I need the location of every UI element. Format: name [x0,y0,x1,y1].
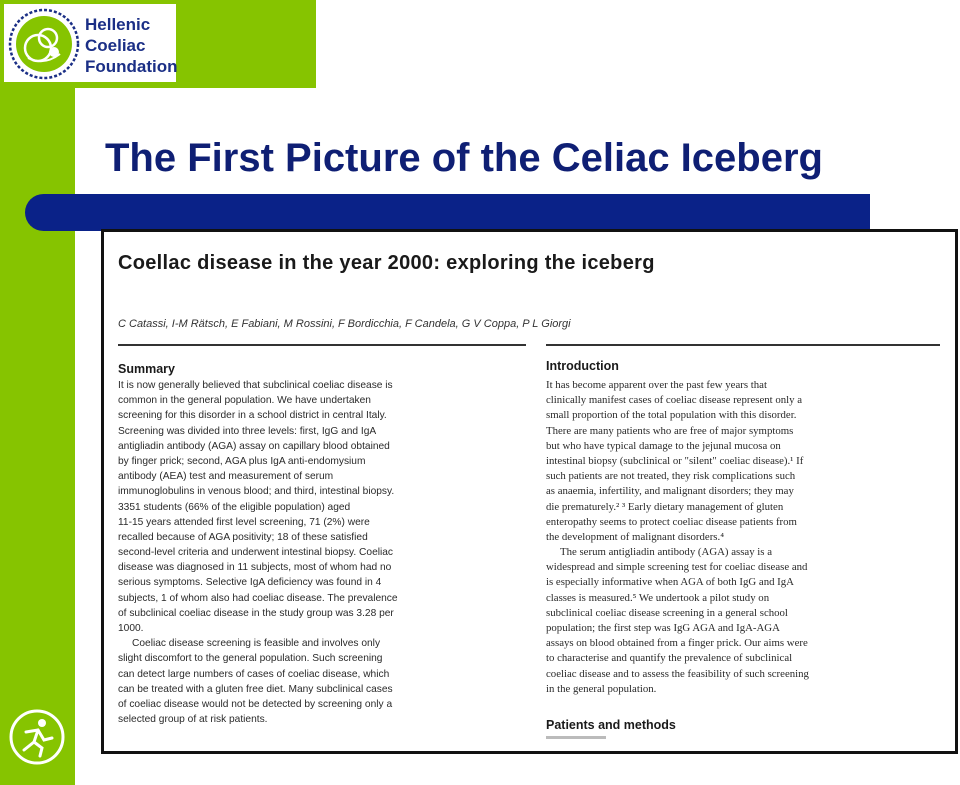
text-line: of subclinical coeliac disease in the study group was 3.28 per [118,607,394,619]
introduction-text [546,378,940,697]
summary-text [118,378,518,727]
foundation-logo [4,4,176,82]
foundation-logo-text [85,14,178,77]
methods-heading: Patients and methods [546,718,676,732]
text-line: screening for this disorder in a school district in central Italy. [118,410,387,422]
introduction-rule [546,344,940,346]
logo-line-2: Coeliac [85,36,146,55]
text-line: population; the first step was IgG AGA and IgA-AGA [546,622,780,634]
summary-heading: Summary [118,362,175,376]
slide-title: The First Picture of the Celiac Iceberg [105,136,823,180]
text-line: intestinal biopsy (subclinical or "silent" coeliac disease).¹ If [546,454,804,467]
text-line: the development of malignant disorders.⁴ [546,530,724,543]
text-line: classes is measured.⁵ We undertook a pilot study on [546,591,770,604]
text-line: It has become apparent over the past few years that [546,379,767,391]
paper-scan-image [101,229,958,754]
text-line: Screening was divided into three levels: first, IgG and IgA [118,425,377,437]
title-underline-bar [25,194,870,231]
text-line: The serum antigliadin antibody (AGA) assay is a [560,546,772,559]
text-line: antigliadin antibody (AGA) assay on capillary blood obtained [118,440,390,452]
text-line: can detect large numbers of cases of coeliac disease, which [118,668,390,680]
text-line: to characterise and quantify the prevalence of subclinical [546,652,793,665]
text-line: serious symptoms. Selective IgA deficiency was found in 4 [118,577,382,589]
text-line: immunoglobulins in venous blood; and third, intestinal biopsy. [118,486,395,498]
text-line: 1000. [118,623,144,634]
text-line: assays on blood obtained from a finger prick. Our aims were [546,637,808,650]
paper-authors: C Catassi, I-M Rätsch, E Fabiani, M Rossini, F Bordicchia, F Candela, G V Coppa, P L Giorgi [118,318,571,330]
text-line: recalled because of AGA positivity; 18 of these satisfied [118,531,368,543]
text-line: but who have typical damage to the jejunal mucosa on [546,439,781,452]
text-line: enteropathy seems to protect coeliac disease patients from [546,515,797,528]
text-line: selected group of at risk patients. [118,714,268,726]
text-line: such patients are not treated, they risk complications such [546,470,796,483]
text-line: 3351 students (66% of the eligible population) aged [118,501,351,513]
text-line: of coeliac disease would not be detected by screening only a [118,698,393,710]
paper-title: Coellac disease in the year 2000: exploring the iceberg [118,252,655,274]
text-line: It is now generally believed that subclinical coeliac disease is [118,380,393,391]
foundation-logo-icon [8,8,80,80]
text-line: There are many patients who are free of major symptoms [546,424,794,437]
text-line: in the general population. [546,682,657,695]
text-line: coeliac disease and to assess the feasibility of such screening [546,667,809,680]
text-line: small proportion of the total population with this disorder. [546,409,797,422]
text-line: die prematurely.² ³ Early dietary management of gluten [546,500,784,513]
text-line: is especially informative when AGA of both IgG and IgA [546,576,794,589]
introduction-heading: Introduction [546,359,619,373]
logo-line-1: Hellenic [85,15,151,34]
text-line: can be treated with a gluten free diet. Many subclinical cases [118,683,393,695]
text-line: by finger prick; second, AGA plus IgA anti-endomysium [118,455,366,467]
text-line: antibody (AEA) test and measurement of serum [118,471,334,483]
text-line: slight discomfort to the general population. Such screening [118,653,383,665]
logo-line-3: Foundation [85,57,178,76]
text-line: subclinical coeliac disease screening in a general school [546,606,788,619]
text-line: clinically manifest cases of coeliac disease represent only a [546,394,803,407]
faded-text-fragment [546,736,606,739]
text-line: disease was diagnosed in 11 subjects, most of whom had no [118,562,392,574]
text-line: as anaemia, infertility, and malignant disorders; they may [546,485,794,498]
text-line: second-level criteria and underwent intestinal biopsy. Coeliac [118,547,394,559]
summary-rule [118,344,526,346]
runner-emblem-icon [8,708,66,766]
text-line: widespread and simple screening test for coeliac disease and [546,561,808,574]
left-accent-bar [0,0,75,785]
text-line: subjects, 1 of whom also had coeliac disease. The prevalence [118,592,398,604]
text-line: 11-15 years attended first level screening, 71 (2%) were [118,516,370,528]
text-line: Coeliac disease screening is feasible and involves only [132,638,381,650]
text-line: common in the general population. We have undertaken [118,395,371,407]
